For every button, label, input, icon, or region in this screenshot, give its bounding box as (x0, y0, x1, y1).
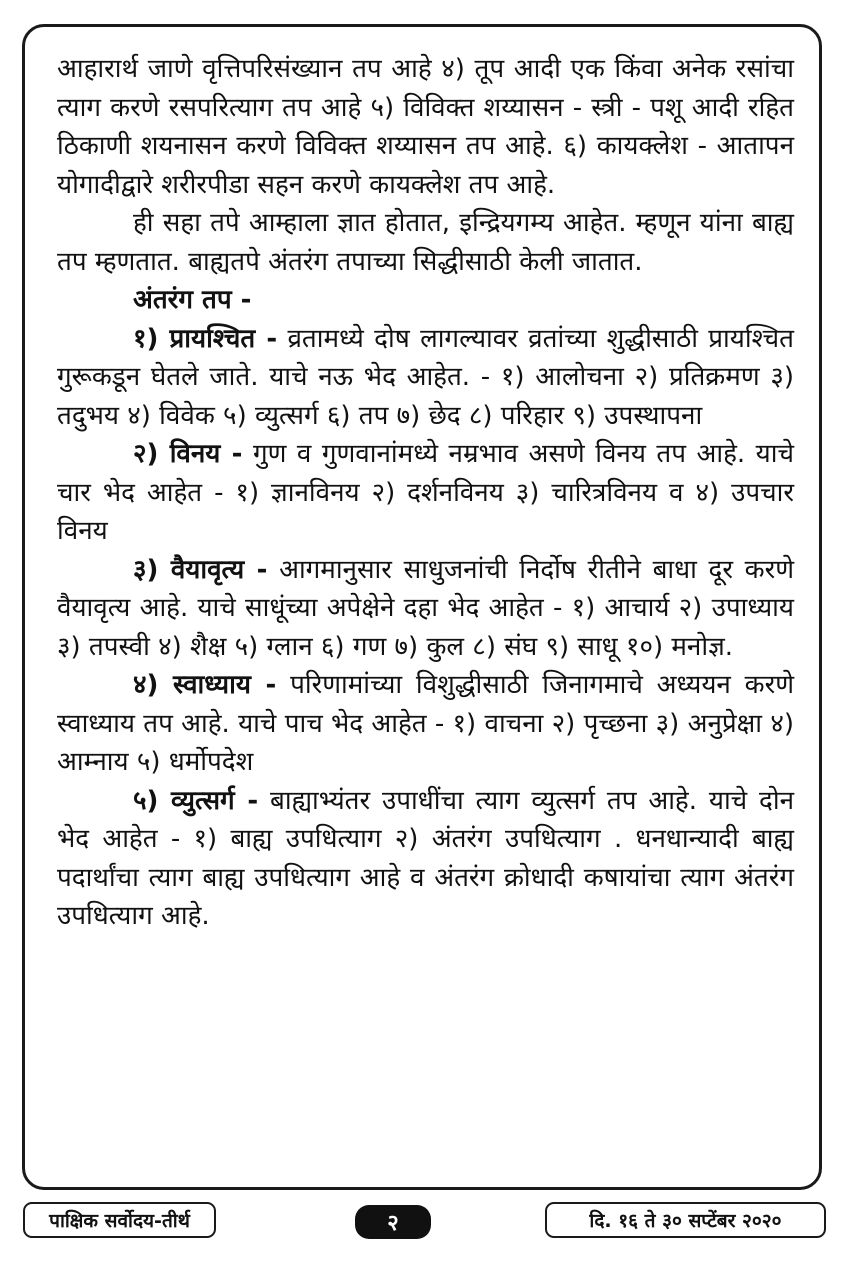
item-text: आगमानुसार साधुजनांची निर्दोष रीतीने बाधा दूर करणे वैयावृत्य आहे. याचे साधूंच्या अपेक्षेने दहा भेद आहेत - १) आचार्य २) उपाध्याय ३) तपस्वी ४) शैक्ष ५) ग्लान ६) गण ७) कुल ८) संघ ९) साधू १०) मनोज्ञ. (57, 554, 795, 662)
list-item-vinay (57, 435, 794, 551)
article-body (57, 50, 794, 936)
item-title: ५) व्युत्सर्ग - (133, 785, 259, 816)
intro-paragraph: आहारार्थ जाणे वृत्तिपरिसंख्यान तप आहे ४) तूप आदी एक किंवा अनेक रसांचा त्याग करणे रसपरित्याग तप आहे ५) विविक्त शय्यासन - स्त्री - पशू आदी रहित ठिकाणी शयनासन करणे विविक्त शय्यासन तप आहे. ६) कायक्लेश - आतापन योगादीद्वारे शरीरपीडा सहन करणे कायक्लेश तप आहे. (57, 54, 794, 200)
item-title: २) विनय - (133, 439, 243, 469)
list-item-vaiyavrutya (57, 551, 794, 667)
external-austerity-paragraph: ही सहा तपे आम्हाला ज्ञात होतात, इन्द्रियगम्य आहेत. म्हणून यांना बाह्य तप म्हणतात. बाह्यतपे अंतरंग तपाच्या सिद्धीसाठी केली जातात. (57, 208, 794, 277)
list-item-prayashchit (57, 320, 794, 436)
section-heading: अंतरंग तप - (133, 285, 252, 315)
item-title: १) प्रायश्चित - (133, 323, 278, 354)
list-item-swadhyay (57, 666, 794, 782)
list-item-vyutsarg (57, 782, 794, 936)
item-title: ३) वैयावृत्य - (133, 554, 268, 585)
item-text: बाह्याभ्यंतर उपाधींचा त्याग व्युत्सर्ग तप आहे. याचे दोन भेद आहेत - १) बाह्य उपधित्याग २) अंतरंग उपधित्याग . धनधान्यादी बाह्य पदार्थांचा त्याग बाह्य उपधित्याग आहे व अंतरंग क्रोधादी कषायांचा त्याग अंतरंग उपधित्याग आहे. (57, 785, 795, 931)
issue-date: दि. १६ ते ३० सप्टेंबर २०२० (545, 1202, 826, 1238)
publication-name: पाक्षिक सर्वोदय-तीर्थ (23, 1202, 216, 1238)
item-text: गुण व गुणवानांमध्ये नम्रभाव असणे विनय तप आहे. याचे चार भेद आहेत - १) ज्ञानविनय २) दर्शनविनय ३) चारित्रविनय व ४) उपचार विनय (57, 439, 794, 546)
item-title: ४) स्वाध्याय - (133, 670, 277, 700)
page-number: २ (355, 1205, 431, 1239)
item-text: व्रतामध्ये दोष लागल्यावर व्रतांच्या शुद्धीसाठी प्रायश्चित गुरूकडून घेतले जाते. याचे नऊ भेद आहेत. - १) आलोचना २) प्रतिक्रमण ३) तदुभय ४) विवेक ५) व्युत्सर्ग ६) तप ७) छेद ८) परिहार ९) उपस्थापना (57, 323, 794, 431)
item-text: परिणामांच्या विशुद्धीसाठी जिनागमाचे अध्ययन करणे स्वाध्याय तप आहे. याचे पाच भेद आहेत - १) वाचना २) पृच्छना ३) अनुप्रेक्षा ४) आम्नाय ५) धर्मोपदेश (57, 670, 795, 777)
